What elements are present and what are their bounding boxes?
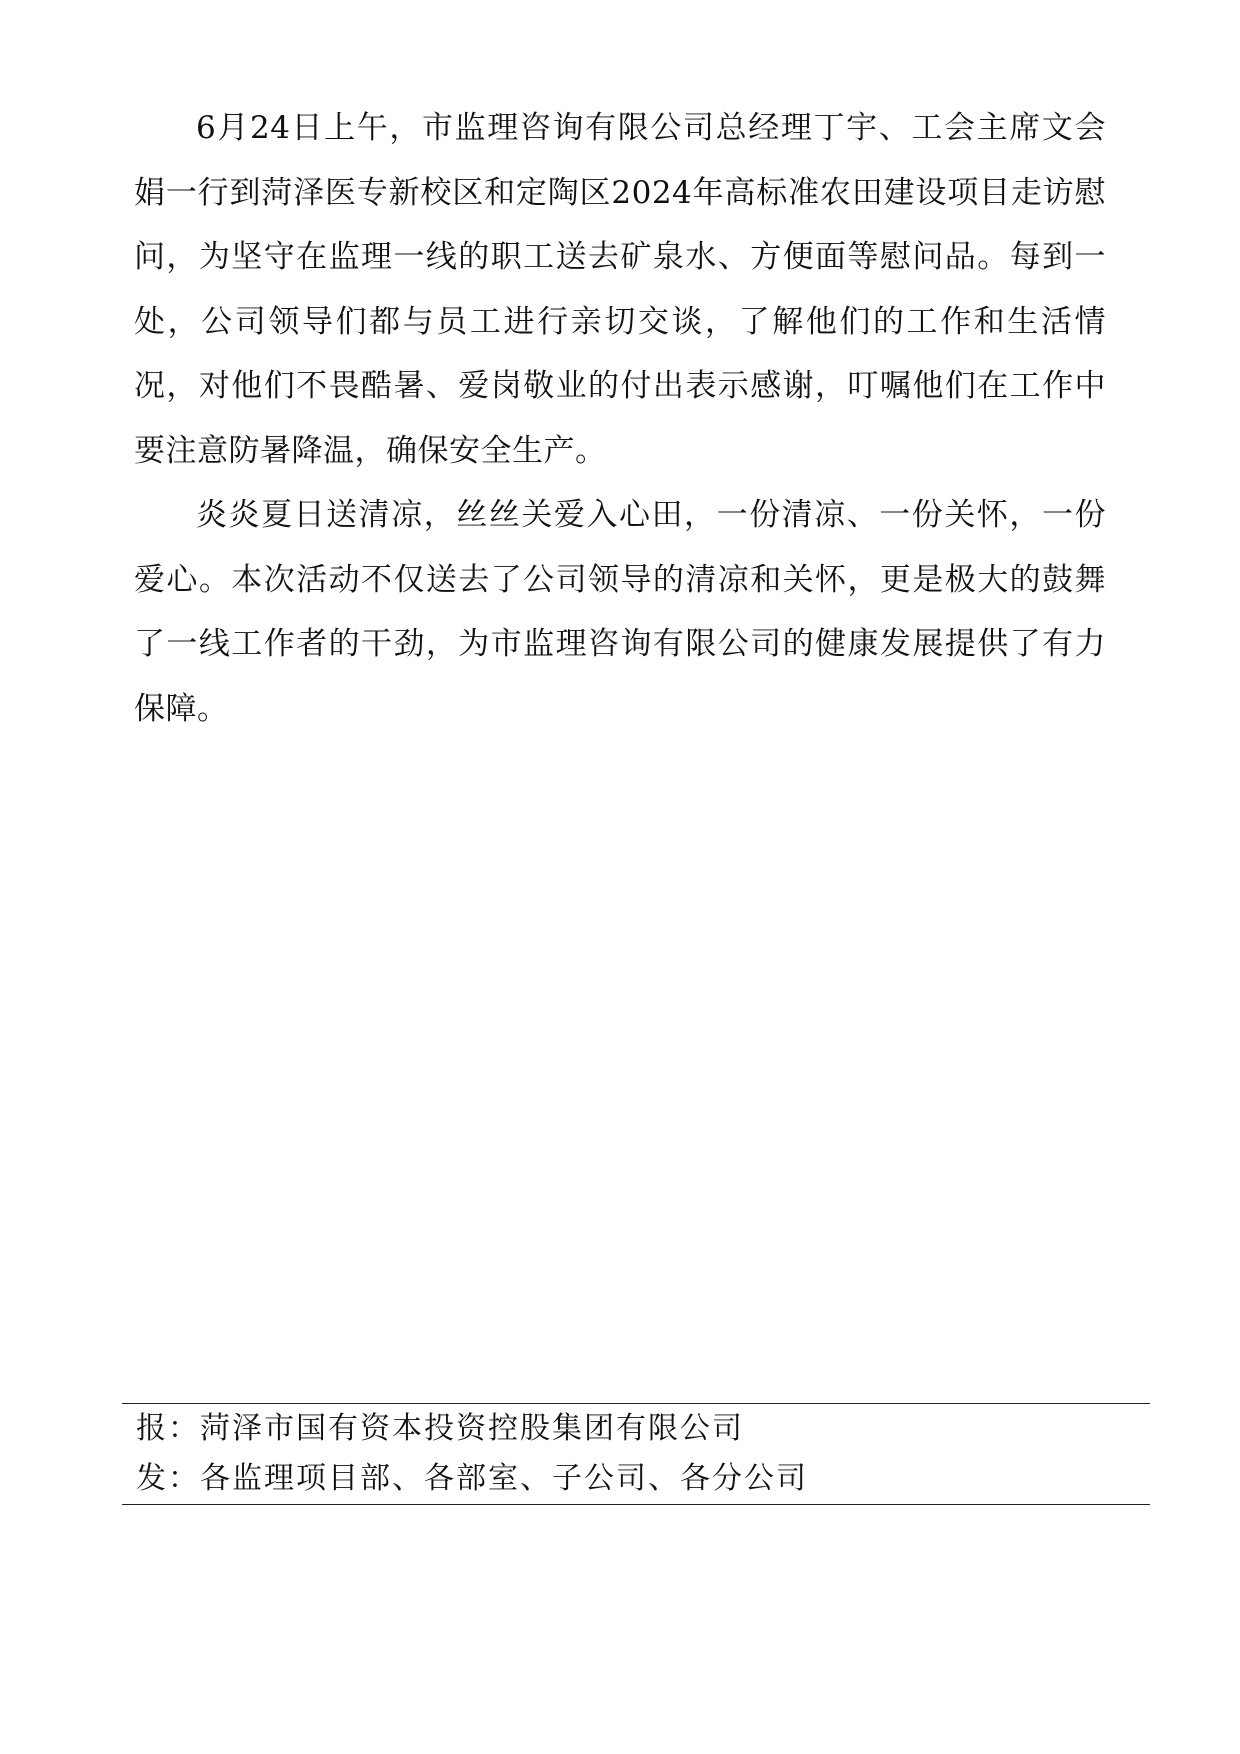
distribute-to-line: 发：各监理项目部、各部室、子公司、各分公司 — [136, 1461, 808, 1496]
distribution-footer — [122, 1403, 1150, 1505]
article-body — [134, 96, 1106, 741]
report-to-line: 报：菏泽市国有资本投资控股集团有限公司 — [136, 1411, 744, 1446]
footer-bottom-rule — [122, 1504, 1150, 1505]
paragraph-visit: 6月24日上午，市监理咨询有限公司总经理丁宇、工会主席文会娟一行到菏泽医专新校区和定陶区2024年高标准农田建设项目走访慰问，为坚守在监理一线的职工送去矿泉水、方便面等慰问品。每到一处，公司领导们都与员工进行亲切交谈，了解他们的工作和生活情况，对他们不畏酷暑、爱岗敬业的付出表示感谢，叮嘱他们在工作中要注意防暑降温，确保安全生产。 — [134, 110, 1106, 469]
paragraph-summary: 炎炎夏日送清凉，丝丝关爱入心田，一份清凉、一份关怀，一份爱心。本次活动不仅送去了公司领导的清凉和关怀，更是极大的鼓舞了一线工作者的干劲，为市监理咨询有限公司的健康发展提供了有力保障。 — [134, 497, 1106, 727]
